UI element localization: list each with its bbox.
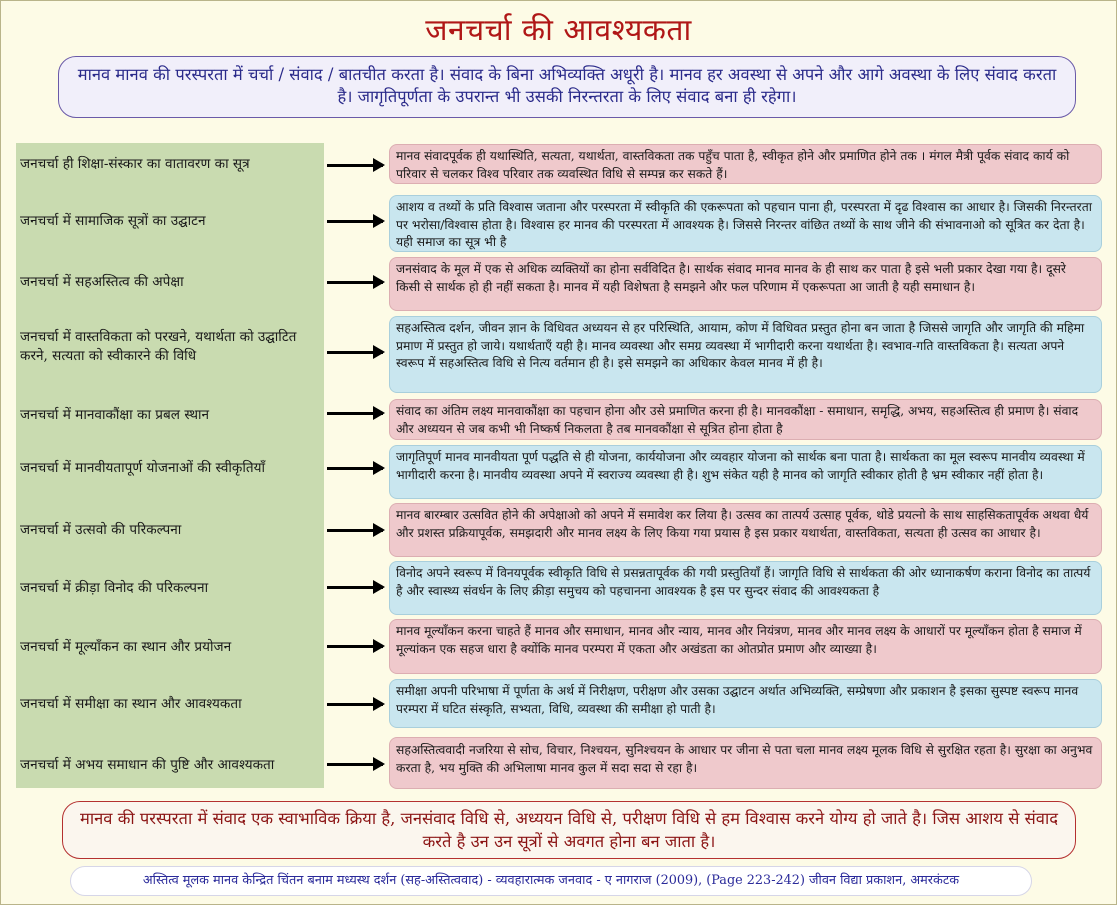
row-text-10: समीक्षा अपनी परिभाषा में पूर्णता के अर्थ में निरीक्षण, परीक्षण और उसका उद्घाटन अर्थात अभिव्यक्ति, सम्प्रेषणा और प्रकाशन है इसका सुस्पष्ट स्वरूप मानव परम्परा में घटित संस्कृति, सभ्यता, विधि, व्यवस्था की समीक्षा हो पाती है। xyxy=(389,679,1102,728)
row-text-6: जागृतिपूर्ण मानव मानवीयता पूर्ण पद्धति से ही योजना, कार्ययोजना और व्यवहार योजना को सार्थक बना पाता है। सार्थकता का मूल स्वरूप मानवीय व्यवस्था में भागीदारी करना है। मानवीय व्यवस्था अपने में स्वराज्य व्यवस्था ही है। शुभ संकेत यही है मानव को जागृति स्वीकार होती है भ्रम स्वीकार नहीं होता है। xyxy=(389,445,1102,499)
row-text-11: सहअस्तित्ववादी नजरिया से सोच, विचार, निश्चयन, सुनिश्चयन के आधार पर जीना से पता चला मानव लक्ष्य मूलक विधि से सुरक्षित रहता है। सुरक्षा का अनुभव करता है, भय मुक्ति की अभिलाषा मानव कुल में सदा सदा से रहा है। xyxy=(389,737,1102,789)
row-text-5: संवाद का अंतिम लक्ष्य मानवाकौंक्षा का पहचान होना और उसे प्रमाणित करना ही है। मानवकौंक्षा - समाधान, समृद्धि, अभय, सहअस्तित्व ही प्रमाण है। संवाद और अध्ययन से जब कभी भी निष्कर्ष निकलता है तब मानवकौंक्षा से सूत्रित होना होता है xyxy=(389,399,1102,440)
source-citation: अस्तित्व मूलक मानव केन्द्रित चिंतन बनाम मध्यस्थ दर्शन (सह-अस्तित्ववाद) - व्यवहारात्मक जनवाद - ए नागराज (2009), (Page 223-242) जीवन विद्या प्रकाशन, अमरकंटक xyxy=(70,866,1032,896)
row-text-9: मानव मूल्यॉंकन करना चाहते हैं मानव और समाधान, मानव और न्याय, मानव और नियंत्रण, मानव और मानव लक्ष्य के आधारों पर मूल्यॉंकन होता है समाज में मूल्यांकन एक सहज धारा है क्योंकि मानव परम्परा में एकता और अखंडता का ओतप्रोत प्रमाण और व्याख्या है। xyxy=(389,619,1102,674)
row-label-11: जनचर्चा में अभय समाधान की पुष्टि और आवश्यकता xyxy=(20,756,275,773)
arrow-icon xyxy=(327,220,383,223)
arrow-icon xyxy=(327,351,383,354)
row-text-1: मानव संवादपूर्वक ही यथास्थिति, सत्यता, यथार्थता, वास्तविकता तक पहुँच पाता है, स्वीकृत होने और प्रमाणित होने तक । मंगल मैत्री पूर्वक संवाद कार्य को परिवार से चलकर विश्व परिवार तक व्यवस्थित विधि से सम्पन्न कर सकते हैं। xyxy=(389,144,1102,184)
arrow-icon xyxy=(327,529,383,532)
row-text-8: विनोद अपने स्वरूप में विनयपूर्वक स्वीकृति विधि से प्रसन्नतापूर्वक की गयी प्रस्तुतियाँ हैं। जागृति विधि से सार्थकता की ओर ध्यानाकर्षण कराना विनोद का तात्पर्य है और स्वास्थ्य संवर्धन के लिए क्रीड़ा समुचय को पहचानना आवश्यक है इस पर सुन्दर संवाद की आवश्यकता है xyxy=(389,561,1102,615)
arrow-icon xyxy=(327,467,383,470)
row-label-8: जनचर्चा में क्रीड़ा विनोद की परिकल्पना xyxy=(20,579,209,596)
row-label-4: जनचर्चा में वास्तविकता को परखने, यथार्थता को उद्घाटित करने, सत्यता को स्वीकारने की विधि xyxy=(20,329,297,364)
page-title: जनचर्चा की आवश्यकता xyxy=(425,13,692,48)
row-text-2: आशय व तथ्यों के प्रति विश्वास जताना और परस्परता में स्वीकृति की एकरूपता को पहचान पाना ही, परस्परता में दृढ विश्वास का आधार है। जिसकी निरन्तरता पर भरोसा/विश्वास होता है। विश्वास हर मानव की परस्परता में आवश्यक है। जिससे निरन्तर वांछित तथ्यों के साथ जीने की संभावनाओ को सूत्रित कर देता है। यही समाज का सूत्र भी है xyxy=(389,195,1102,252)
arrow-icon xyxy=(327,586,383,589)
intro-box: मानव मानव की परस्परता में चर्चा / संवाद / बातचीत करता है। संवाद के बिना अभिव्यक्ति अधूरी है। मानव हर अवस्था से अपने और आगे अवस्था के लिए संवाद करता है। जागृतिपूर्णता के उपरान्त भी उसकी निरन्तरता के लिए संवाद बना ही रहेगा। xyxy=(58,56,1076,118)
summary-box: मानव की परस्परता में संवाद एक स्वाभाविक क्रिया है, जनसंवाद विधि से, अध्ययन विधि से, परीक्षण विधि से हम विश्वास करने योग्य हो जाते है। जिस आशय से संवाद करते है उन उन सूत्रों से अवगत होना बन जाता है। xyxy=(62,801,1076,859)
arrow-icon xyxy=(327,645,383,648)
row-text-7: मानव बारम्बार उत्सवित होने की अपेक्षाओ को अपने में समावेश कर लिया है। उत्सव का तात्पर्य उत्साह पूर्वक, थोडे प्रयत्नो के साथ साहसिकतापूर्वक अथवा धैर्य और प्रशस्त प्रक्रियापूर्वक, समझदारी और मानव लक्ष्य के लिए किया गया प्रयास है इस प्रकार यथार्थता, वास्तविकता, सत्यता ही उत्सव का आधार है। xyxy=(389,503,1102,557)
row-label-9: जनचर्चा में मूल्यॉंकन का स्थान और प्रयोजन xyxy=(20,638,232,655)
row-label-2: जनचर्चा में सामाजिक सूत्रों का उद्घाटन xyxy=(20,212,206,229)
row-text-4: सहअस्तित्व दर्शन, जीवन ज्ञान के विधिवत अध्ययन से हर परिस्थिति, आयाम, कोण में विधिवत प्रस्तुत होना बन जाता है जिससे जागृति और जागृति की महिमा प्रमाण में प्रस्तुत हो जाये। यथार्थताएँ यही है। मानव व्यवस्था और समग्र व्यवस्था में भागीदारी करना यथार्थता है। स्वभाव-गति वास्तविकता है। सत्यता अपने स्वरूप में सहअस्तित्व विधि से नित्य वर्तमान ही है। इसे समझने का अधिकार केवल मानव में ही है। xyxy=(389,316,1102,393)
row-label-3: जनचर्चा में सहअस्तित्व की अपेक्षा xyxy=(20,273,184,290)
row-label-10: जनचर्चा में समीक्षा का स्थान और आवश्यकता xyxy=(20,695,242,712)
row-label-6: जनचर्चा में मानवीयतापूर्ण योजनाओं की स्वीकृतियाँ xyxy=(20,459,266,476)
arrow-icon xyxy=(327,164,383,167)
arrow-icon xyxy=(327,281,383,284)
row-label-5: जनचर्चा में मानवाकौंक्षा का प्रबल स्थान xyxy=(20,406,210,423)
row-label-7: जनचर्चा में उत्सवो की परिकल्पना xyxy=(20,521,182,538)
arrow-icon xyxy=(327,412,383,415)
row-text-3: जनसंवाद के मूल में एक से अधिक व्यक्तियों का होना सर्वविदित है। सार्थक संवाद मानव मानव के ही साथ कर पाता है इसे भली प्रकार देखा गया है। दूसरे किसी से सार्थक हो ही नहीं सकता है। मानव में यही विशेषता है समझने और फल परिणाम में एकरूपता आ जाती है यही समाधान है। xyxy=(389,257,1102,311)
arrow-icon xyxy=(327,763,383,766)
row-label-1: जनचर्चा ही शिक्षा-संस्कार का वातावरण का सूत्र xyxy=(20,155,250,172)
arrow-icon xyxy=(327,703,383,706)
